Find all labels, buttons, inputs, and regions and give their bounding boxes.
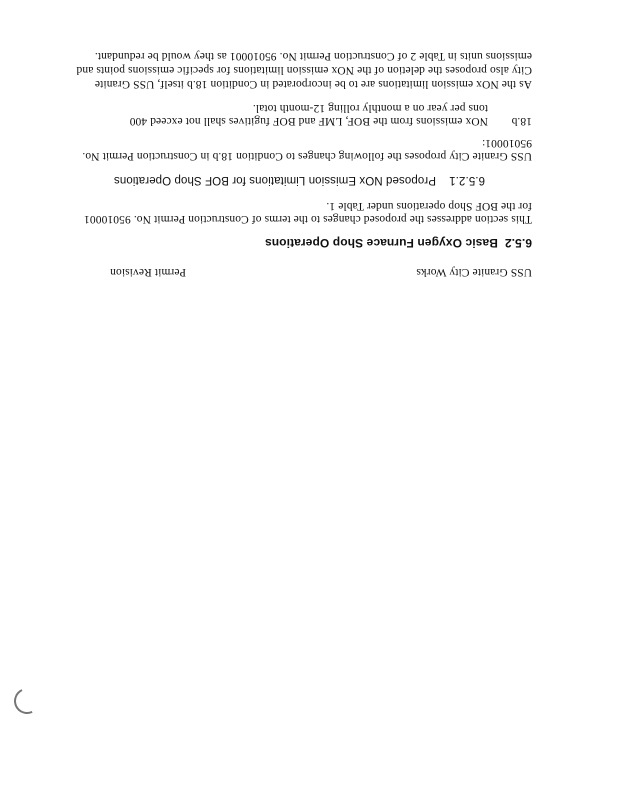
section-heading bbox=[265, 236, 532, 249]
condition-line-1 bbox=[130, 114, 532, 127]
header-left: USS Granite City Works bbox=[416, 266, 532, 278]
body-line-1: USS Granite City proposes the following changes to Condition 18.b in Construction Permit No. bbox=[82, 150, 532, 162]
subsection-number: 6.5.2.1 bbox=[449, 174, 485, 186]
section-number: 6.5.2 bbox=[504, 236, 532, 250]
closing-line-3: emissions units in Table 2 of Construction Permit No. 95010001 as they would be redundant. bbox=[94, 50, 532, 62]
subsection-title: Proposed NOx Emission Limitations for BOF Shop Operations bbox=[113, 174, 436, 186]
intro-line-1: This section addresses the proposed changes to the terms of Construction Permit No. 95010001 bbox=[83, 213, 532, 225]
intro-line-2: for the BOF Shop operations under Table 1. bbox=[326, 200, 532, 212]
section-title: Basic Oxygen Furnace Shop Operations bbox=[264, 236, 498, 250]
condition-number: 18.b bbox=[511, 115, 532, 127]
closing-line-2: City also proposes the deletion of the NOx emission limitations for specific emissions points and bbox=[76, 64, 532, 76]
closing-line-1: As the NOx emission limitations are to be incorporated in Condition 18.b itself, USS Granite bbox=[94, 78, 532, 90]
subsection-heading bbox=[114, 173, 485, 186]
condition-text-1: NOx emissions from the BOF, LMF and BOF fugitives shall not exceed 400 bbox=[129, 115, 488, 127]
body-line-2: 95010001: bbox=[481, 137, 532, 149]
header-right: Permit Revision bbox=[110, 266, 186, 278]
condition-line-2: tons per year on a monthly rolling 12-month total. bbox=[252, 102, 488, 114]
